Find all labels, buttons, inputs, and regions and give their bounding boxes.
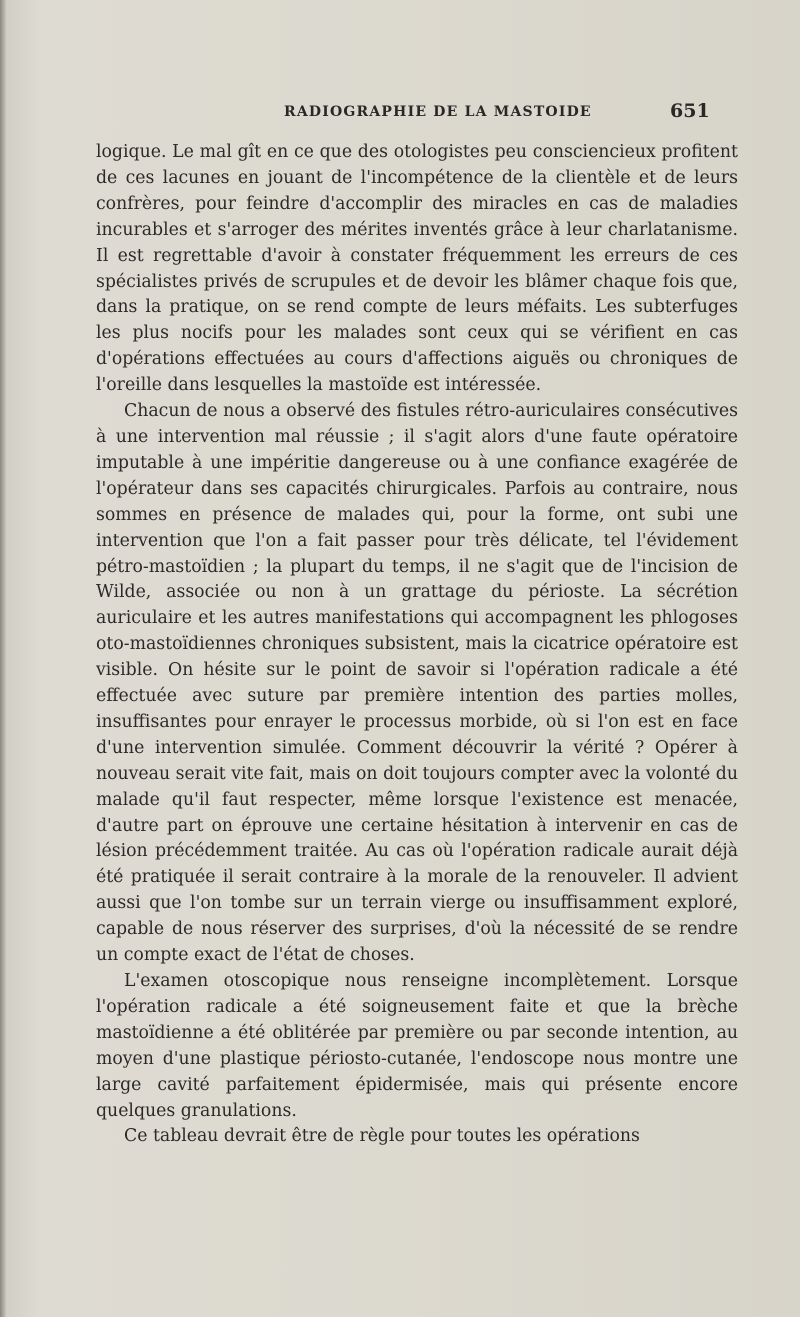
paragraph-1: logique. Le mal gît en ce que des otologistes peu consciencieux profitent de ces lacunes en jouant de l'incompétence de la clientèle et de leurs confrères, pour feindre d'accomplir des miracles en cas de maladies incurables et s'arroger des mérites inventés grâce à leur charlatanisme. Il est regrettable d'avoir à constater fréquemment les erreurs de ces spécialistes privés de scrupules et de devoir les blâmer chaque fois que, dans la pratique, on se rend compte de leurs méfaits. Les subterfuges les plus nocifs pour les malades sont ceux qui se vérifient en cas d'opérations effectuées au cours d'affections aiguës ou chroniques de l'oreille dans lesquelles la mastoïde est intéressée.	[96, 142, 738, 396]
page-header	[96, 100, 796, 124]
running-title: RADIOGRAPHIE DE LA MASTOIDE	[284, 104, 592, 120]
paragraph-3: L'examen otoscopique nous renseigne incomplètement. Lorsque l'opération radicale a été soigneusement faite et que la brèche mastoïdienne a été oblitérée par première ou par seconde intention, au moyen d'une plastique périosto-cutanée, l'endoscope nous montre une large cavité parfaitement épidermisée, mais qui présente encore quelques granulations.	[96, 971, 738, 1121]
body-text	[96, 140, 738, 1150]
page-gutter-shadow	[0, 0, 6, 1317]
page-number: 651	[670, 100, 710, 122]
paragraph-2: Chacun de nous a observé des fistules rétro-auriculaires consécutives à une intervention mal réussie ; il s'agit alors d'une faute opératoire imputable à une impéritie dangereuse ou à une confiance exagérée de l'opérateur dans ses capacités chirurgicales. Parfois au contraire, nous sommes en présence de malades qui, pour la forme, ont subi une intervention que l'on a fait passer pour très délicate, tel l'évidement pétro-mastoïdien ; la plupart du temps, il ne s'agit que de l'incision de Wilde, associée ou non à un grattage du périoste. La sécrétion auriculaire et les autres manifestations qui accompagnent les phlogoses oto-mastoïdiennes chroniques subsistent, mais la cicatrice opératoire est visible. On hésite sur le point de savoir si l'opération radicale a été effectuée avec suture par première intention des parties molles, insuffisantes pour enrayer le processus morbide, où si l'on est en face d'une intervention simulée. Comment découvrir la vérité ? Opérer à nouveau serait vite fait, mais on doit toujours compter avec la volonté du malade qu'il faut respecter, même lorsque l'existence est menacée, d'autre part on éprouve une certaine hésitation à intervenir en cas de lésion précédemment traitée. Au cas où l'opération radicale aurait déjà été pratiquée il serait contraire à la morale de la renouveler. Il advient aussi que l'on tombe sur un terrain vierge ou insuffisamment exploré, capable de nous réserver des surprises, d'où la nécessité de se rendre un compte exact de l'état de choses.	[96, 401, 738, 966]
paragraph-4: Ce tableau devrait être de règle pour toutes les opérations	[124, 1126, 640, 1147]
